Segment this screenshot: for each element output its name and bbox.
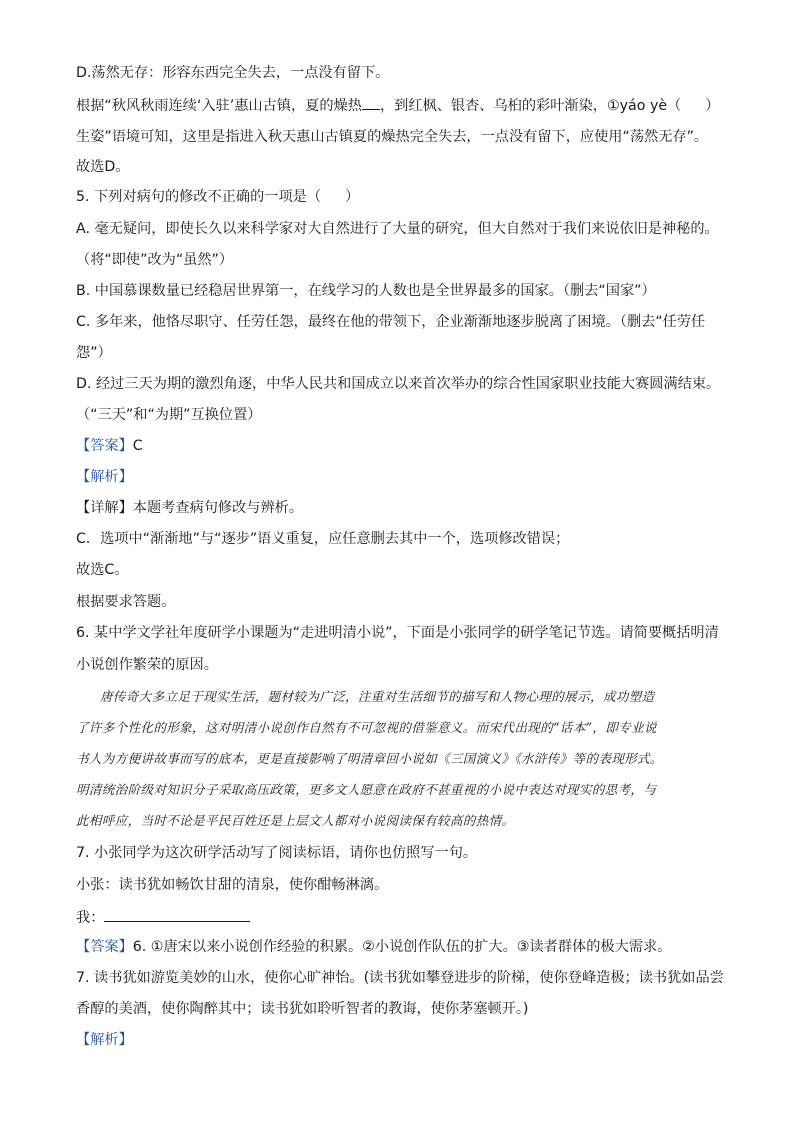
q5-answer-value: C	[132, 438, 143, 454]
q5-option-a-line-1: A. 毫无疑问，即使长久以来科学家对大自然进行了大量的研究，但大自然对于我们来说依旧是神秘的。	[76, 221, 719, 237]
q4-analysis-1a: 根据“秋风秋雨连续‘入驻’惠山古镇，夏的燥热	[76, 98, 362, 114]
q5-note: 根据要求答题。	[76, 594, 176, 610]
q4-fill-blank	[362, 95, 380, 110]
q5-stem	[76, 187, 736, 207]
answer-6-text: 6. ①唐宋以来小说创作经验的积累。②小说创作队伍的扩大。③读者群体的极大需求。	[132, 939, 672, 955]
q6-passage-line-2: 了许多个性化的形象，这对明清小说创作自然有不可忽视的借鉴意义。而宋代出现的“话本”，即专业说	[76, 720, 657, 735]
q4-analysis-line-2: 生姿”语境可知，这里是指进入秋天惠山古镇夏的燥热完全失去，一点没有留下，应使用“荡然无存”。	[76, 129, 709, 145]
q4-conclusion: 故选D。	[76, 159, 130, 175]
q5-option-c-line-2: 怨”）	[76, 345, 112, 361]
q5-option-d-line-1: D. 经过三天为期的激烈角逐，中华人民共和国成立以来首次举办的综合性国家职业技能大赛圆满结束。	[76, 376, 721, 392]
q5-jiexi-tag: 【解析】	[76, 469, 133, 485]
q5-c-explanation: C．选项中“渐渐地”与“逐步”语义重复，应任意删去其中一个，选项修改错误；	[76, 531, 570, 547]
q4-analysis-1c: ）	[705, 98, 720, 114]
q5-conclusion: 故选C。	[76, 562, 129, 578]
q5-answer	[76, 436, 736, 456]
q7-stem: 7. 小张同学为这次研学活动写了阅读标语，请你也仿照写一句。	[76, 845, 478, 861]
q6-stem-line-2: 小说创作繁荣的原因。	[76, 657, 218, 673]
q5-option-a-line-2: （将“即使”改为“虽然”）	[76, 252, 234, 268]
answer-tag: 【答案】	[76, 939, 133, 955]
answer-7-line-1: 7. 读书犹如游览美妙的山水，使你心旷神怡。(读书犹如攀登进步的阶梯，使你登峰造极；读书犹如品尝	[76, 970, 724, 986]
q5-detail	[76, 498, 736, 518]
q6-passage-line-5: 此相呼应，当时不论是平民百姓还是上层文人都对小说阅读保有较高的热情。	[76, 813, 515, 828]
answers-jiexi-tag: 【解析】	[76, 1032, 133, 1048]
q7-answer-blank[interactable]	[104, 906, 250, 922]
q4-option-d: D.荡然无存：形容东西完全失去，一点没有留下。	[76, 65, 390, 81]
q7-example: 小张：读书犹如畅饮甘甜的清泉，使你酣畅淋漓。	[76, 877, 389, 893]
q5-stem-a: 5. 下列对病句的修改不正确的一项是（	[76, 189, 322, 205]
q6-passage-line-1: 唐传奇大多立足于现实生活，题材较为广泛，注重对生活细节的描写和人物心理的展示，成功塑造	[100, 689, 655, 704]
answer-7-line-2: 香醇的美酒，使你陶醉其中；读书犹如聆听智者的教诲，使你茅塞顿开。)	[76, 1001, 529, 1017]
q5-stem-b: ）	[345, 189, 360, 205]
q6-stem-line-1: 6. 某中学文学社年度研学小课题为“走进明清小说”，下面是小张同学的研学笔记节选。请简要概括明清	[76, 625, 719, 641]
q5-option-b: B. 中国慕课数量已经稳居世界第一，在线学习的人数也是全世界最多的国家。（删去“国家”）	[76, 283, 656, 299]
answer-6	[76, 937, 736, 957]
q5-detail-tag: 【详解】	[76, 500, 133, 516]
q4-analysis-1b: ，到红枫、银杏、乌桕的彩叶渐染，①yáo yè（	[379, 98, 682, 114]
q6-passage-line-3: 书人为方便讲故事而写的底本，更是直接影响了明清章回小说如《三国演义》《水浒传》等的表现形式。	[76, 751, 663, 766]
q7-answer-line	[76, 906, 736, 928]
q4-analysis-line-1	[76, 95, 736, 116]
q5-answer-tag: 【答案】	[76, 438, 133, 454]
q5-option-c-line-1: C. 多年来，他恪尽职守、任劳任怨，最终在他的带领下，企业渐渐地逐步脱离了困境。（删去“任劳任	[76, 314, 706, 330]
q7-me-label: 我：	[76, 910, 105, 926]
q6-passage-line-4: 明清统治阶级对知识分子采取高压政策，更多文人愿意在政府不甚重视的小说中表达对现实的思考，与	[76, 782, 657, 797]
q5-detail-text: 本题考查病句修改与辨析。	[132, 500, 304, 516]
q5-option-d-line-2: （“三天”和“为期”互换位置）	[76, 407, 262, 423]
